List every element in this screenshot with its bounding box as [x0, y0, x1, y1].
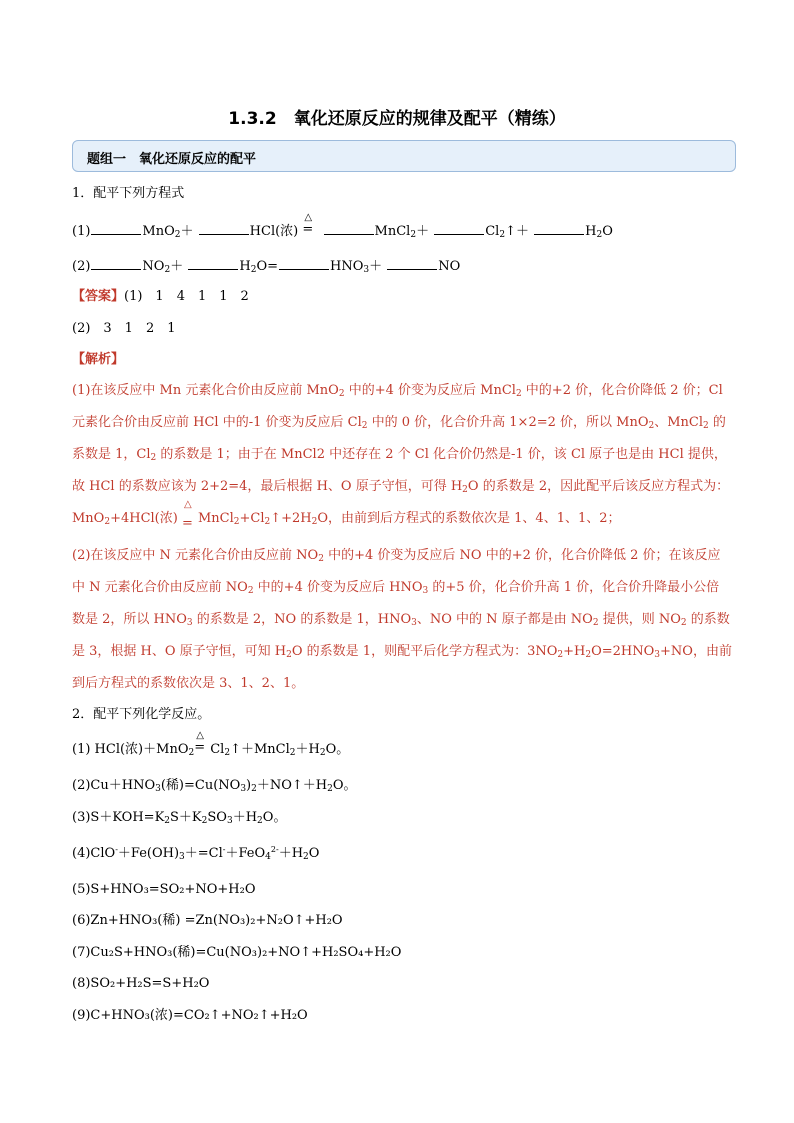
section-title: 题组一 氧化还原反应的配平 [87, 152, 257, 167]
answer-blank[interactable] [91, 222, 141, 235]
q2-item-4: $(4)ClO^-+Fe(OH)_3+=Cl^-+FeO_4^{2-}+H_2O$ [72, 845, 320, 862]
answer-blank[interactable] [534, 222, 584, 235]
analysis-paragraph-2: (2)在该反应中 N 元素化合价由反应前 $NO_2$ 中的+4 价变为反应后 NO 中的+2 价，化合价降低 2 价；在该反应中 N 元素化合价由反应前 $NO_2$ 中的+4 价变为反应后 $HNO_3$ 的+5 价，化合价升高 1 价，化合价升降最小公倍数是 2，所以 $HNO_3$ 的系数是 2，NO 的系数是 1，$HNO_3$、NO 中的 N 原子都是由 $NO_2$ 提供，则 $NO_2$ 的系数是 3，根据 H、O 原子守恒，可知 $H_2O$ 的系数是 1，则配平后化学方程式为：$3NO_2+H_2O=2HNO_3+NO$，由前到后方程式的系数依次是 3、1、2、1。 [72, 548, 732, 691]
answer-blank[interactable] [91, 257, 141, 270]
section-header [72, 140, 736, 172]
answer-blank[interactable] [199, 222, 249, 235]
q2-item-3: $(3)S+KOH=K_2S+K_2SO_3+H_2O$。 [72, 810, 287, 826]
answer-blank[interactable] [434, 222, 484, 235]
analysis-label: 【解析】 [72, 352, 125, 367]
answer-line-2: (2) 3 1 2 1 [72, 321, 176, 336]
equation-2: (2) $NO_2+ H_2O= HNO_3+$ NO [72, 259, 461, 275]
equation-1: (1) MnO$_2$＋ HCl(浓) △ = MnCl$_2$＋ $Cl_2↑+ H_2O$ [72, 212, 613, 240]
analysis-paragraph-1: (1)在该反应中 Mn 元素化合价由反应前 MnO$_2$ 中的+4 价变为反应后 MnCl$_2$ 中的+2 价，化合价降低 2 价；Cl 元素化合价由反应前 HCl 中的-1 价变为反应后 $Cl_2$ 中的 0 价，化合价升高 1×2=2 价，所以 MnO$_2$、MnCl$_2$ 的系数是 1，$Cl_2$ 的系数是 1；由于在 MnCl2 中还存在 2 个 Cl 化合价仍然是-1 价，该 Cl 原子也是由 HCl 提供，故 HCl 的系数应该为 2+2=4，最后根据 H、O 原子守恒，可得 $H_2O$ 的系数是 2，因此配平后该反应方程式为：MnO$_2$+4HCl(浓) △ = $MnCl_2+Cl_2↑+2H_2O$，由前到后方程式的系数依次是 1、4、1、1、2； [72, 383, 730, 531]
answer-values-1: (1) 1 4 1 1 2 [124, 289, 249, 304]
q2-item-6: (6)Zn+HNO₃(稀) =Zn(NO₃)₂+N₂O↑+H₂O [72, 913, 343, 928]
page-title: 1.3.2 氧化还原反应的规律及配平（精练） [228, 109, 566, 129]
answer-line-1 [72, 288, 249, 306]
answer-blank[interactable] [324, 222, 374, 235]
question-1-stem: 1．配平下列方程式 [72, 186, 185, 201]
q2-item-8: (8)SO₂+H₂S=S+H₂O [72, 976, 210, 991]
question-2-stem: 2．配平下列化学反应。 [72, 707, 211, 722]
answer-blank[interactable] [188, 257, 238, 270]
answer-blank[interactable] [279, 257, 329, 270]
q2-item-9: (9)C+HNO₃(浓)=CO₂↑+NO₂↑+H₂O [72, 1008, 308, 1023]
q2-item-1: (1) HCl(浓)＋MnO$_2$ △ = $Cl_2↑+MnCl_2+H_2O$。 [72, 730, 350, 758]
answer-blank[interactable] [387, 257, 437, 270]
answer-label: 【答案】 [72, 289, 125, 304]
heat-symbol: △ = [302, 212, 314, 237]
q2-item-2: $(2)Cu+HNO_3$(稀)$=Cu(NO_3)_2+NO↑+H_2O$。 [72, 778, 357, 794]
q2-item-7: (7)Cu₂S+HNO₃(稀)=Cu(NO₃)₂+NO↑+H₂SO₄+H₂O [72, 945, 402, 960]
q2-item-5: (5)S+HNO₃=SO₂+NO+H₂O [72, 882, 256, 897]
